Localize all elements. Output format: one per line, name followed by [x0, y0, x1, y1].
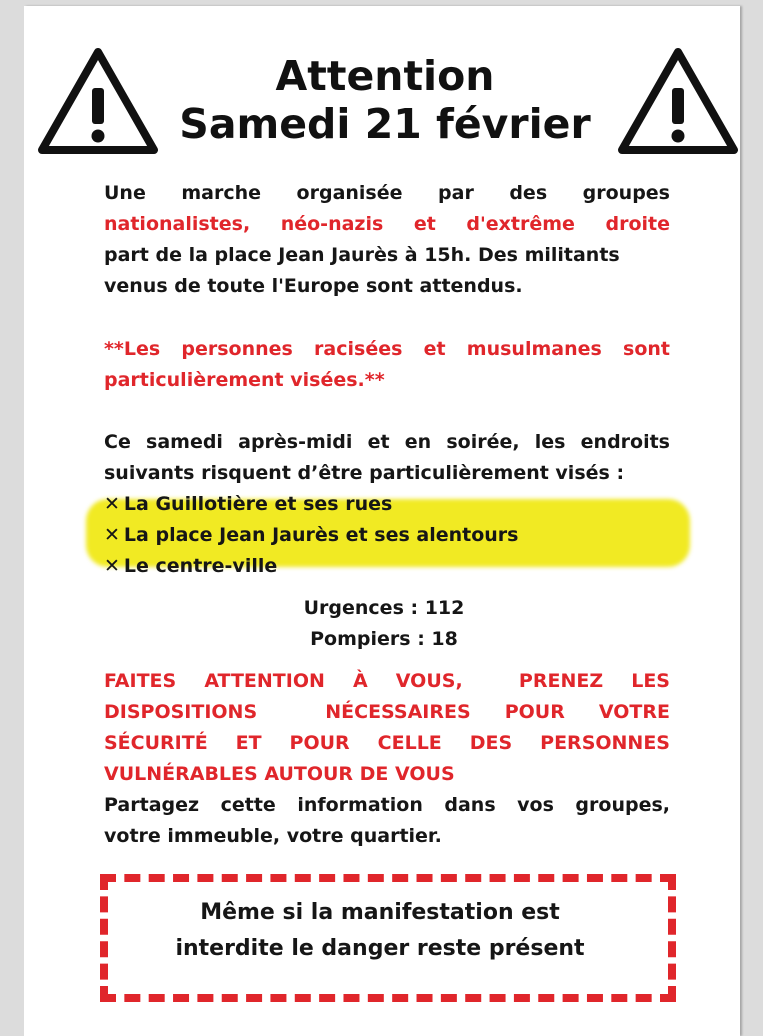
warning-triangle-icon	[36, 46, 160, 156]
warning-line-2: DISPOSITIONS NÉCESSAIRES POUR VOTRE	[104, 701, 670, 723]
cross-icon: ✕	[104, 555, 120, 577]
targeted-line-2: particulièrement visées.**	[104, 369, 385, 391]
share-line-1: Partagez cette information dans vos groupes,	[104, 794, 670, 816]
cross-icon: ✕	[104, 524, 120, 546]
place-item: ✕ La place Jean Jaurès et ses alentours	[104, 524, 519, 546]
places-intro-line-1: Ce samedi après-midi et en soirée, les endroits	[104, 431, 670, 453]
warning-line-1: FAITES ATTENTION À VOUS, PRENEZ LES	[104, 670, 670, 692]
title-line-1: Attention	[275, 52, 495, 100]
urgences-number: Urgences : 112	[303, 597, 465, 619]
targeted-line-1: **Les personnes racisées et musulmanes sont	[104, 338, 670, 360]
cross-icon: ✕	[104, 493, 120, 515]
place-item: ✕ Le centre-ville	[104, 555, 278, 577]
intro-line-3: part de la place Jean Jaurès à 15h. Des militants	[104, 244, 620, 266]
box-line-2: interdite le danger reste présent	[175, 936, 585, 961]
intro-line-1: Une marche organisée par des groupes	[104, 182, 670, 204]
warning-triangle-icon	[616, 46, 740, 156]
places-intro-line-2: suivants risquent d’être particulièrement visés :	[104, 462, 625, 484]
warning-line-4: VULNÉRABLES AUTOUR DE VOUS	[104, 763, 455, 785]
place-item: ✕ La Guillotière et ses rues	[104, 493, 393, 515]
intro-line-4: venus de toute l'Europe sont attendus.	[104, 275, 523, 297]
share-line-2: votre immeuble, votre quartier.	[104, 825, 442, 847]
intro-line-2: nationalistes, néo-nazis et d'extrême droite	[104, 213, 670, 235]
box-line-1: Même si la manifestation est	[200, 900, 560, 925]
warning-line-3: SÉCURITÉ ET POUR CELLE DES PERSONNES	[104, 732, 670, 754]
title-line-2: Samedi 21 février	[179, 100, 591, 148]
pompiers-number: Pompiers : 18	[310, 628, 458, 650]
